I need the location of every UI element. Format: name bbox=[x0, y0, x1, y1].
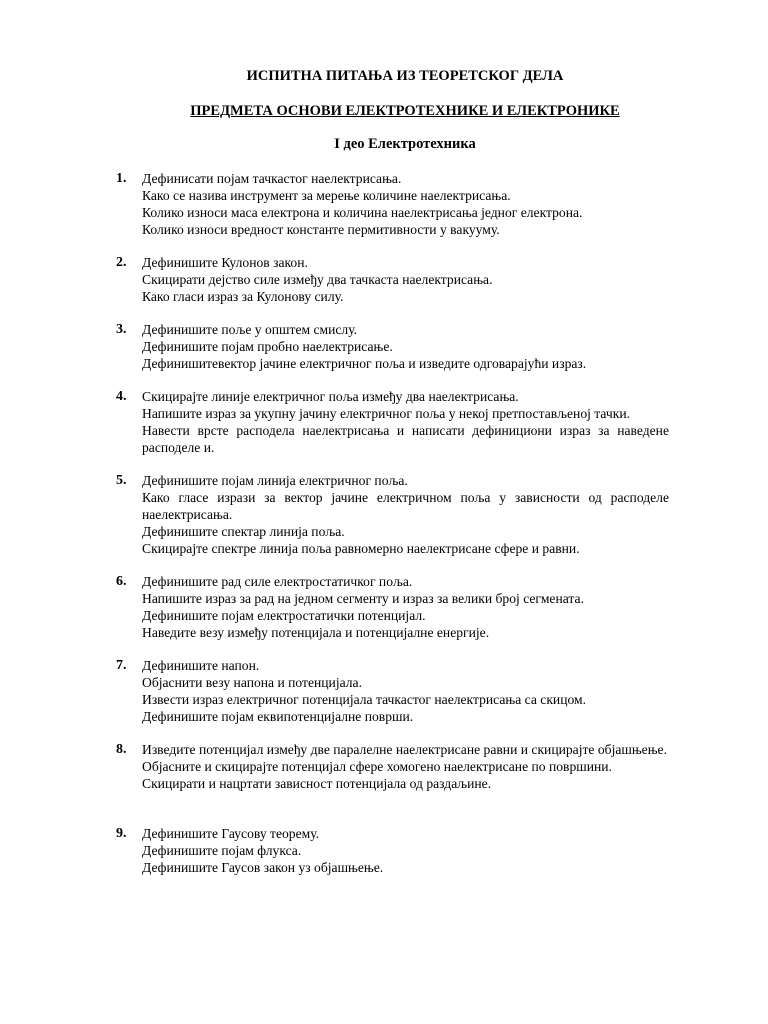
question-line: Дефинишите спектар линија поља. bbox=[142, 524, 345, 539]
question-line: Изведите потенцијал између две паралелне наелектрисане равни и скицирајте објашњење. bbox=[142, 742, 667, 757]
question-number: 9. bbox=[116, 826, 127, 841]
question-line: Дефинишите појам флукса. bbox=[142, 843, 302, 858]
question-line: Објаснити везу напона и потенцијала. bbox=[142, 675, 362, 690]
question-lines bbox=[142, 388, 669, 456]
question-line: Дефинишите Гаусов закон уз објашњење. bbox=[142, 860, 384, 875]
question-lines bbox=[142, 254, 669, 305]
question-line: Скицирати и нацртати зависност потенцијала од раздаљине. bbox=[142, 776, 492, 791]
question-line: Дефинишите појам линија електричног поља. bbox=[142, 473, 408, 488]
question-line: Скицирајте спектре линија поља равномерно наелектрисане сфере и равни. bbox=[142, 541, 580, 556]
question-number: 6. bbox=[116, 574, 127, 589]
question-line: Дефинишите Кулонов закон. bbox=[142, 255, 308, 270]
question-line: Дефинишите појам електростатички потенцијал. bbox=[142, 608, 426, 623]
question-line: Наведите везу између потенцијала и потенцијалне енергије. bbox=[142, 625, 490, 640]
question-line: Дефинишите рад силе електростатичког поља. bbox=[142, 574, 413, 589]
question-line: Колико износи вредност константе пермитивности у вакууму. bbox=[142, 222, 500, 237]
question-line: Скицирајте линије електричног поља између два наелектрисања. bbox=[142, 389, 519, 404]
question-number: 2. bbox=[116, 255, 127, 270]
question-line: Објасните и скицирајте потенцијал сфере хомогено наелектрисане по површини. bbox=[142, 759, 612, 774]
document-title: ИСПИТНА ПИТАЊА ИЗ ТЕОРЕТСКОГ ДЕЛА bbox=[246, 68, 564, 84]
question-line: Навести врсте расподела наелектрисања и написати дефинициони израз за наведене расподеле и. bbox=[142, 423, 669, 455]
question-line: Дефинишитевектор јачине електричног поља и изведите одговарајући израз. bbox=[142, 356, 587, 371]
question-number: 5. bbox=[116, 473, 127, 488]
question-line: Како гласе изрази за вектор јачине електричном поља у зависности од расподеле наелектрисања. bbox=[142, 490, 669, 522]
question-line: Скицирати дејство силе између два тачкаста наелектрисања. bbox=[142, 272, 493, 287]
question-line: Дефинишите појам еквипотенцијалне површи. bbox=[142, 709, 414, 724]
question-number: 3. bbox=[116, 322, 127, 337]
question-line: Дефинишите појам пробно наелектрисање. bbox=[142, 339, 393, 354]
question-line: Напишите израз за укупну јачину електричног поља у некој претпостављеној тачки. bbox=[142, 406, 631, 421]
document-subtitle: ПРЕДМЕТА ОСНОВИ ЕЛЕКТРОТЕХНИКЕ И ЕЛЕКТРОНИКЕ bbox=[190, 103, 620, 119]
question-number: 1. bbox=[116, 171, 127, 186]
question-line: Извести израз електричног потенцијала тачкастог наелектрисања са скицом. bbox=[142, 692, 587, 707]
question-line: Како гласи израз за Кулонову силу. bbox=[142, 289, 344, 304]
question-line: Дефинишите напон. bbox=[142, 658, 260, 673]
question-lines bbox=[142, 573, 669, 641]
question-number: 4. bbox=[116, 389, 127, 404]
question-lines bbox=[142, 657, 669, 725]
question-line: Дефинишите Гаусову теорему. bbox=[142, 826, 320, 841]
question-lines bbox=[142, 741, 669, 792]
section-heading: I део Електротехника bbox=[334, 136, 476, 152]
question-lines bbox=[142, 825, 669, 876]
question-line: Дефинишите поље у општем смислу. bbox=[142, 322, 358, 337]
question-number: 7. bbox=[116, 658, 127, 673]
question-number: 8. bbox=[116, 742, 127, 757]
question-line: Напишите израз за рад на једном сегменту и израз за велики број сегмената. bbox=[142, 591, 584, 606]
question-line: Како се назива инструмент за мерење количине наелектрисања. bbox=[142, 188, 511, 203]
question-line: Колико износи маса електрона и количина наелектрисања једног електрона. bbox=[142, 205, 583, 220]
question-lines bbox=[142, 321, 669, 372]
question-line: Дефинисати појам тачкастог наелектрисања. bbox=[142, 171, 402, 186]
question-lines bbox=[142, 472, 669, 557]
question-lines bbox=[142, 170, 669, 238]
